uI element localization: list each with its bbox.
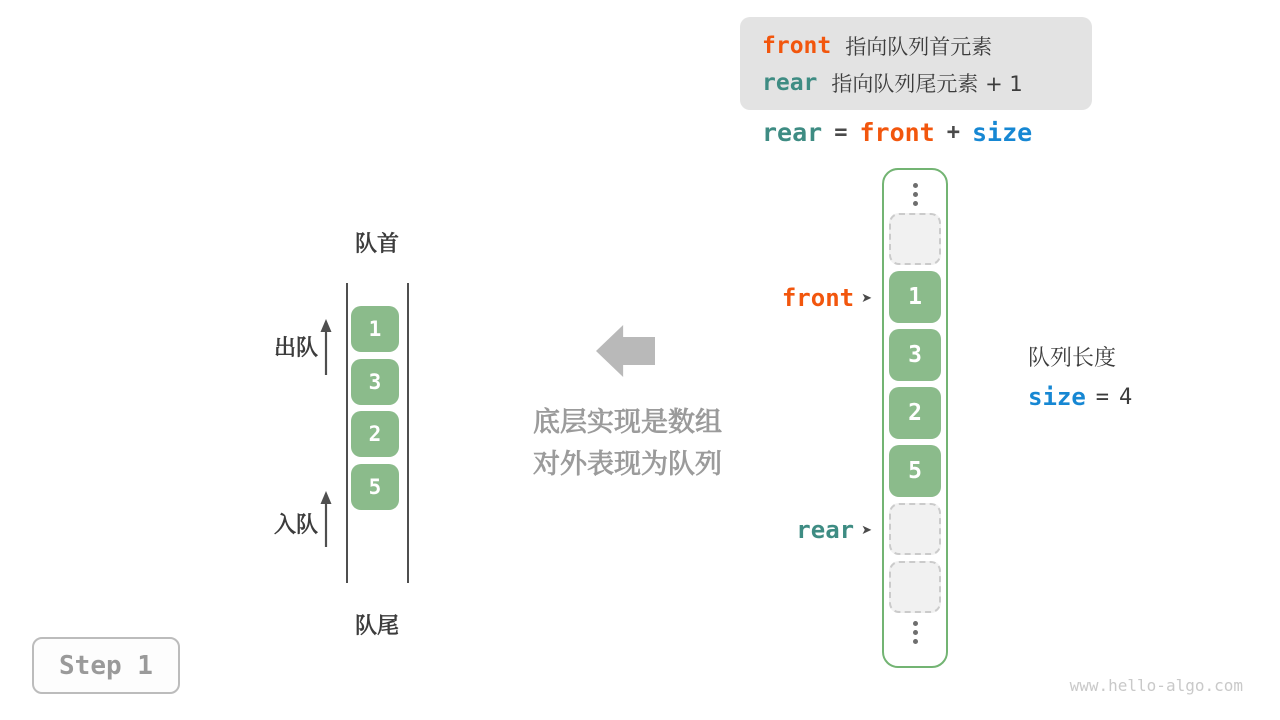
front-pointer-label: front (781, 284, 855, 312)
left-arrow-icon (596, 325, 655, 377)
rear-pointer-label: rear (796, 516, 855, 544)
queue-cells (351, 306, 399, 510)
enqueue-label: 入队 (273, 513, 318, 538)
array-cell-empty (889, 503, 941, 555)
pointer-arrow-icon: ➤ (861, 522, 872, 538)
watermark-text: www.hello-algo.com (1069, 676, 1243, 695)
enqueue-up-arrow-icon (318, 489, 334, 553)
size-keyword: size (1028, 383, 1086, 411)
queue-length-caption: 队列长度 (1028, 346, 1117, 371)
queue-channel-right-line (407, 283, 409, 583)
implementation-caption-line2: 对外表现为队列 (533, 449, 722, 480)
array-cell-value: 1 (889, 271, 941, 323)
ellipsis-top-icon (913, 181, 918, 207)
size-equals: = (1095, 384, 1110, 410)
front-pointer (758, 283, 872, 313)
rear-pointer (758, 515, 872, 545)
implementation-caption-line1: 底层实现是数组 (533, 407, 722, 438)
array-cell-value: 2 (889, 387, 941, 439)
queue-cell: 1 (351, 306, 399, 352)
queue-cell: 3 (351, 359, 399, 405)
implementation-caption (500, 402, 755, 486)
array-cell-empty (889, 561, 941, 613)
array-cell-value: 3 (889, 329, 941, 381)
pointer-explanation-box (740, 17, 1092, 110)
queue-cell: 2 (351, 411, 399, 457)
rear-explanation-line (762, 64, 1092, 101)
formula-equals: = (834, 120, 848, 145)
rear-formula (762, 118, 1032, 147)
queue-tail-label: 队尾 (354, 614, 399, 639)
formula-size: size (971, 118, 1033, 147)
queue-head-label: 队首 (354, 232, 399, 257)
rear-keyword: rear (762, 69, 818, 96)
front-explanation-line (762, 27, 1092, 64)
dequeue-up-arrow-icon (318, 317, 334, 381)
step-badge: Step 1 (32, 637, 180, 694)
formula-rear: rear (762, 118, 823, 147)
dequeue-label: 出队 (273, 336, 318, 361)
array-cell-value: 5 (889, 445, 941, 497)
formula-plus: + (946, 120, 960, 145)
front-keyword: front (762, 32, 832, 59)
array-cell-empty (889, 213, 941, 265)
formula-front: front (859, 118, 935, 147)
array-panel (882, 168, 948, 668)
front-explanation-text: 指向队列首元素 (845, 34, 993, 59)
size-value-line (1028, 383, 1132, 411)
size-value: 4 (1119, 384, 1133, 410)
rear-explanation-text: 指向队列尾元素 + 1 (831, 71, 1023, 96)
pointer-arrow-icon: ➤ (861, 290, 872, 306)
queue-cell: 5 (351, 464, 399, 510)
queue-channel-left-line (346, 283, 348, 583)
queue-length-info (1028, 341, 1132, 411)
ellipsis-bottom-icon (913, 619, 918, 645)
